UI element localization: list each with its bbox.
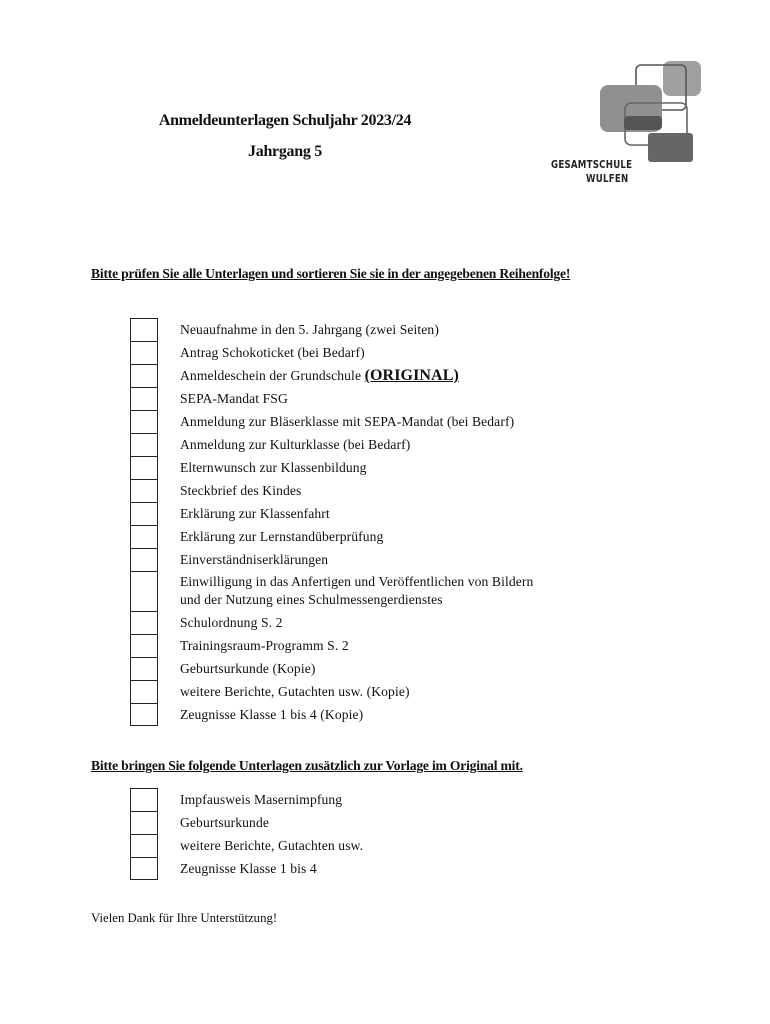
- checklist-item-label: Erklärung zur Lernstandüberprüfung: [180, 529, 384, 544]
- checklist-main: [130, 318, 533, 726]
- section2-heading: Bitte bringen Sie folgende Unterlagen zusätzlich zur Vorlage im Original mit.: [91, 758, 523, 773]
- checkbox[interactable]: [130, 387, 158, 410]
- checklist-item-line: und der Nutzung eines Schulmessengerdienstes: [180, 592, 443, 607]
- checklist-item-label: Antrag Schokoticket (bei Bedarf): [180, 345, 365, 360]
- checkbox[interactable]: [130, 456, 158, 479]
- checklist-item-label: Geburtsurkunde (Kopie): [180, 661, 316, 676]
- checklist-item-line: Einwilligung in das Anfertigen und Veröffentlichen von Bildern: [180, 574, 534, 589]
- checklist-row: [130, 680, 533, 703]
- checklist-item-label: Neuaufnahme in den 5. Jahrgang (zwei Seiten): [180, 322, 439, 337]
- checklist-item-label: Zeugnisse Klasse 1 bis 4: [180, 861, 317, 876]
- checkbox[interactable]: [130, 364, 158, 387]
- checkbox[interactable]: [130, 318, 158, 341]
- checkbox[interactable]: [130, 811, 158, 834]
- document-subtitle: Jahrgang 5: [248, 143, 322, 160]
- checkbox[interactable]: [130, 788, 158, 811]
- checklist-item-label: Trainingsraum-Programm S. 2: [180, 638, 349, 653]
- checklist-row: [130, 788, 363, 811]
- checklist-row: [130, 611, 533, 634]
- section1-heading: Bitte prüfen Sie alle Unterlagen und sortieren Sie sie in der angegebenen Reihenfolge!: [91, 266, 571, 281]
- checklist-row: [130, 857, 363, 880]
- checklist-item-label: Erklärung zur Klassenfahrt: [180, 506, 330, 521]
- checklist-item-label: [180, 571, 533, 609]
- checklist-item-label: Zeugnisse Klasse 1 bis 4 (Kopie): [180, 707, 364, 722]
- checkbox[interactable]: [130, 571, 158, 611]
- checklist-item-label: [180, 364, 459, 387]
- checkbox[interactable]: [130, 703, 158, 726]
- checkbox[interactable]: [130, 857, 158, 880]
- original-note: (ORIGINAL): [364, 367, 459, 384]
- checkbox[interactable]: [130, 433, 158, 456]
- closing-note: Vielen Dank für Ihre Unterstützung!: [91, 911, 278, 925]
- checkbox[interactable]: [130, 548, 158, 571]
- checklist-item-label: Impfausweis Masernimpfung: [180, 792, 343, 807]
- checklist-item-label: Anmeldung zur Bläserklasse mit SEPA-Mandat (bei Bedarf): [180, 414, 515, 429]
- checkbox[interactable]: [130, 657, 158, 680]
- document-title: Anmeldeunterlagen Schuljahr 2023/24: [158, 112, 412, 129]
- checklist-item-label: Anmeldung zur Kulturklasse (bei Bedarf): [180, 437, 411, 452]
- checkbox[interactable]: [130, 680, 158, 703]
- checklist-item-label: weitere Berichte, Gutachten usw. (Kopie): [180, 684, 410, 699]
- checkbox[interactable]: [130, 834, 158, 857]
- checklist-row: [130, 387, 533, 410]
- logo-text-line1: GESAMTSCHULE: [551, 159, 633, 171]
- checklist-row: [130, 634, 533, 657]
- checklist-row: [130, 318, 533, 341]
- checkbox[interactable]: [130, 479, 158, 502]
- checklist-item-label: Steckbrief des Kindes: [180, 483, 302, 498]
- checkbox[interactable]: [130, 341, 158, 364]
- logo-text-line2: WULFEN: [586, 173, 629, 185]
- checklist-row: [130, 456, 533, 479]
- checklist-row: [130, 548, 533, 571]
- checklist-row: [130, 341, 533, 364]
- checklist-row: [130, 433, 533, 456]
- checklist-row: [130, 525, 533, 548]
- checklist-row: [130, 502, 533, 525]
- checklist-item-label: Elternwunsch zur Klassenbildung: [180, 460, 367, 475]
- checkbox[interactable]: [130, 502, 158, 525]
- checklist-row: [130, 834, 363, 857]
- checklist-row: [130, 703, 533, 726]
- checklist-row: [130, 410, 533, 433]
- checklist-item-label: SEPA-Mandat FSG: [180, 391, 288, 406]
- checklist-row: [130, 364, 533, 387]
- checklist-row: [130, 811, 363, 834]
- checklist-row: [130, 479, 533, 502]
- checkbox[interactable]: [130, 525, 158, 548]
- checklist-item-label: Einverständniserklärungen: [180, 552, 329, 567]
- checkbox[interactable]: [130, 410, 158, 433]
- checklist-item-text: Anmeldeschein der Grundschule: [180, 368, 362, 383]
- checklist-row: [130, 657, 533, 680]
- checklist-item-label: Geburtsurkunde: [180, 815, 269, 830]
- checklist-original: [130, 788, 363, 880]
- checkbox[interactable]: [130, 611, 158, 634]
- checklist-item-label: Schulordnung S. 2: [180, 615, 283, 630]
- checklist-item-label: weitere Berichte, Gutachten usw.: [180, 838, 364, 853]
- checklist-row: [130, 571, 533, 611]
- checkbox[interactable]: [130, 634, 158, 657]
